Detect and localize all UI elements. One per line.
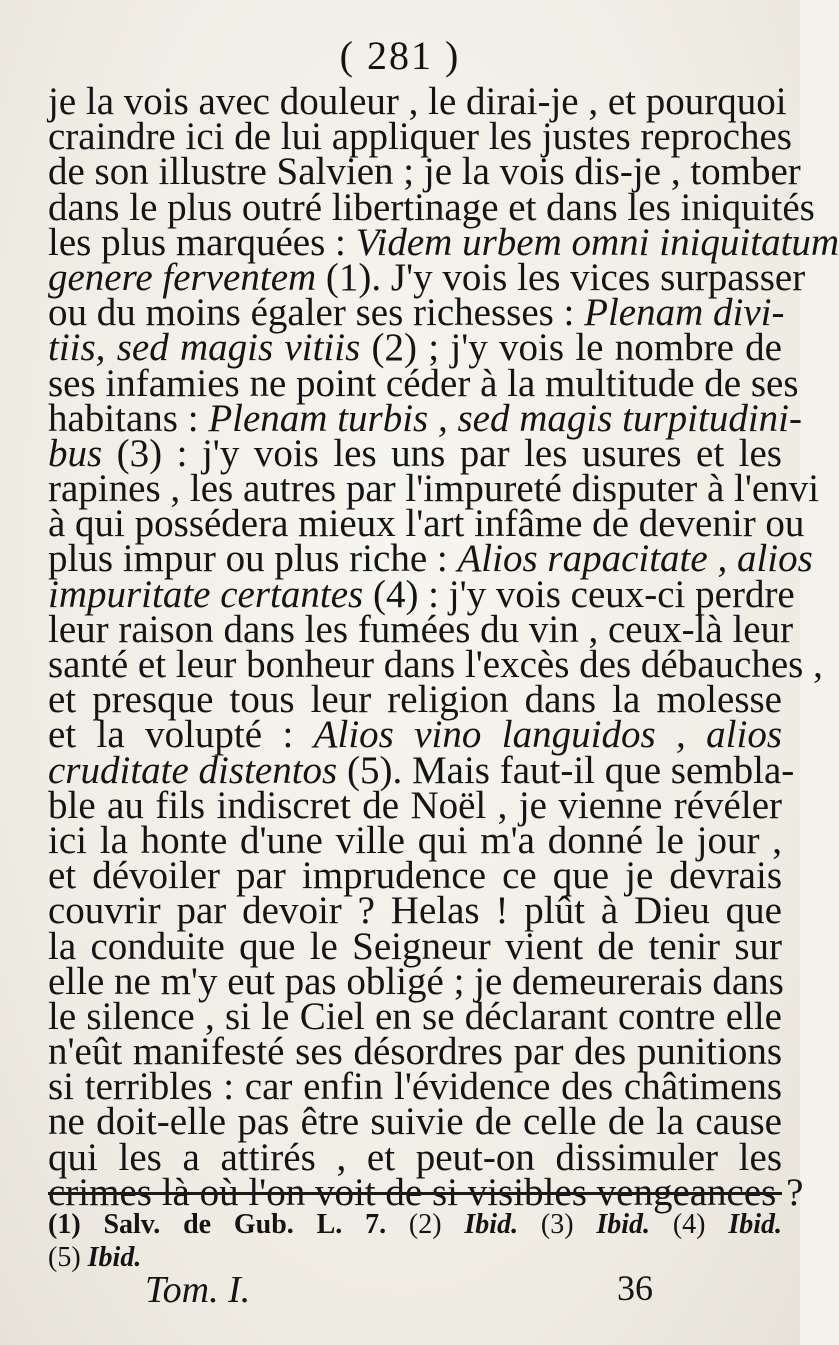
latin-quote: tiis, sed magis vitiis bbox=[48, 326, 361, 370]
text-segment: je la vois avec douleur , le dirai-je , et pourquoi bbox=[48, 80, 787, 123]
latin-quote: cruditate distentos bbox=[48, 748, 338, 792]
text-line bbox=[48, 643, 823, 686]
text-segment: elle ne m'y eut pas obligé ; je demeurerais dans bbox=[48, 959, 784, 1003]
text-line bbox=[48, 361, 799, 405]
text-segment: (1). J'y vois les vices surpasser bbox=[316, 255, 806, 299]
latin-quote: Alios vino languidos , alios bbox=[313, 713, 782, 757]
text-segment: à qui possédera mieux l'art infâme de devenir ou bbox=[48, 502, 805, 546]
text-segment: et presque tous leur religion dans la molesse bbox=[48, 678, 782, 722]
latin-quote: bus bbox=[48, 431, 103, 475]
text-segment: ses infamies ne point céder à la multitude de ses bbox=[48, 361, 799, 405]
text-segment: ou du moins égaler ses richesses : bbox=[48, 291, 585, 335]
text-line bbox=[48, 959, 784, 1003]
text-line bbox=[48, 924, 782, 968]
text-segment: crimes là où l'on voit de si visibles vengeances ? bbox=[48, 1170, 804, 1214]
text-segment: (2) ; j'y vois le nombre de bbox=[360, 326, 782, 370]
text-segment: qui les a attirés , et peut-on dissimuler les bbox=[48, 1135, 782, 1179]
body-text bbox=[48, 80, 839, 1214]
text-segment: le silence , si le Ciel en se déclarant contre elle bbox=[48, 994, 782, 1038]
text-line bbox=[48, 1100, 782, 1144]
folio-number: 36 bbox=[617, 1268, 653, 1308]
footnote-5-number: (5) bbox=[48, 1242, 81, 1273]
text-segment: la conduite que le Seigneur vient de tenir sur bbox=[48, 924, 782, 968]
footnote-3-text: Ibid. bbox=[596, 1209, 651, 1240]
text-segment: plus impur ou plus riche : bbox=[48, 537, 458, 581]
text-segment: santé et leur bonheur dans l'excès des débauches , bbox=[48, 643, 823, 686]
text-line bbox=[48, 678, 782, 722]
text-line bbox=[48, 467, 820, 511]
page-number: ( 281 ) bbox=[339, 33, 461, 78]
text-line bbox=[48, 854, 782, 898]
text-segment: (3) : j'y vois les uns par les usures et les bbox=[102, 431, 782, 475]
text-segment: n'eût manifesté ses désordres par des punitions bbox=[48, 1030, 782, 1074]
text-segment: (5). Mais faut-il que sembla- bbox=[337, 748, 795, 792]
text-segment: dans le plus outré libertinage et dans les iniquités bbox=[48, 185, 815, 229]
footnote-line-1 bbox=[48, 1208, 782, 1241]
text-line bbox=[48, 537, 813, 581]
latin-quote: genere ferventem bbox=[48, 255, 317, 299]
text-line bbox=[48, 572, 795, 616]
footnote-3-number: (3) bbox=[540, 1209, 574, 1240]
text-line bbox=[48, 1135, 782, 1179]
signature-mark: Tom. I. bbox=[145, 1269, 251, 1311]
footnote-4-number: (4) bbox=[672, 1209, 706, 1240]
text-line bbox=[48, 150, 801, 194]
latin-quote: Videm urbem omni iniquitatum bbox=[355, 220, 839, 264]
text-segment: couvrir par devoir ? Helas ! plût à Dieu que bbox=[48, 889, 782, 933]
text-line bbox=[48, 80, 787, 123]
text-segment: craindre ici de lui appliquer les justes reproches bbox=[48, 115, 792, 159]
text-segment: leur raison dans les fumées du vin , ceux-là leur bbox=[48, 607, 794, 651]
footnote-rule bbox=[48, 1192, 782, 1195]
text-line bbox=[48, 818, 782, 862]
text-segment: de son illustre Salvien ; je la vois dis-je , tomber bbox=[48, 150, 801, 194]
latin-quote: Alios rapacitate , alios bbox=[457, 537, 813, 581]
text-segment: et dévoiler par imprudence ce que je devrais bbox=[48, 854, 782, 898]
text-line bbox=[48, 1030, 782, 1074]
footnote-4-text: Ibid. bbox=[728, 1209, 783, 1240]
text-line bbox=[48, 291, 785, 335]
text-line bbox=[48, 713, 782, 757]
text-segment: les plus marquées : bbox=[48, 220, 356, 264]
text-line bbox=[48, 326, 782, 370]
text-line bbox=[48, 115, 792, 159]
latin-quote: Plenam divi- bbox=[584, 291, 785, 335]
text-segment: ici la honte d'une ville qui m'a donné le jour , bbox=[48, 818, 782, 862]
text-segment: (4) : j'y vois ceux-ci perdre bbox=[363, 572, 795, 616]
text-line bbox=[48, 889, 782, 933]
footnote-1: (1) Salv. de Gub. L. 7. bbox=[48, 1209, 387, 1240]
text-line bbox=[48, 431, 782, 475]
latin-quote: impuritate certantes bbox=[48, 572, 364, 616]
text-line bbox=[48, 255, 806, 299]
footnotes bbox=[48, 1208, 782, 1274]
text-segment: ne doit-elle pas être suivie de celle de la cause bbox=[48, 1100, 782, 1144]
text-segment: ble au fils indiscret de Noël , je vienne révéler bbox=[48, 783, 782, 827]
text-line bbox=[48, 396, 802, 440]
text-line bbox=[48, 783, 782, 827]
latin-quote: Plenam turbis , sed magis turpitudini- bbox=[208, 396, 802, 440]
footnote-2-number: (2) bbox=[408, 1209, 442, 1240]
text-line bbox=[48, 607, 794, 651]
text-segment: rapines , les autres par l'impureté disputer à l'envi bbox=[48, 467, 820, 511]
footnote-5-text: Ibid. bbox=[87, 1242, 142, 1273]
text-line bbox=[48, 220, 839, 264]
text-segment: habitans : bbox=[48, 396, 209, 440]
text-line bbox=[48, 502, 805, 546]
text-line bbox=[48, 185, 815, 229]
text-line bbox=[48, 1065, 782, 1109]
footnote-2-text: Ibid. bbox=[464, 1209, 519, 1240]
text-segment: et la volupté : bbox=[48, 713, 314, 757]
text-line bbox=[48, 994, 782, 1038]
text-line bbox=[48, 748, 795, 792]
text-segment: si terribles : car enfin l'évidence des châtimens bbox=[48, 1065, 782, 1109]
